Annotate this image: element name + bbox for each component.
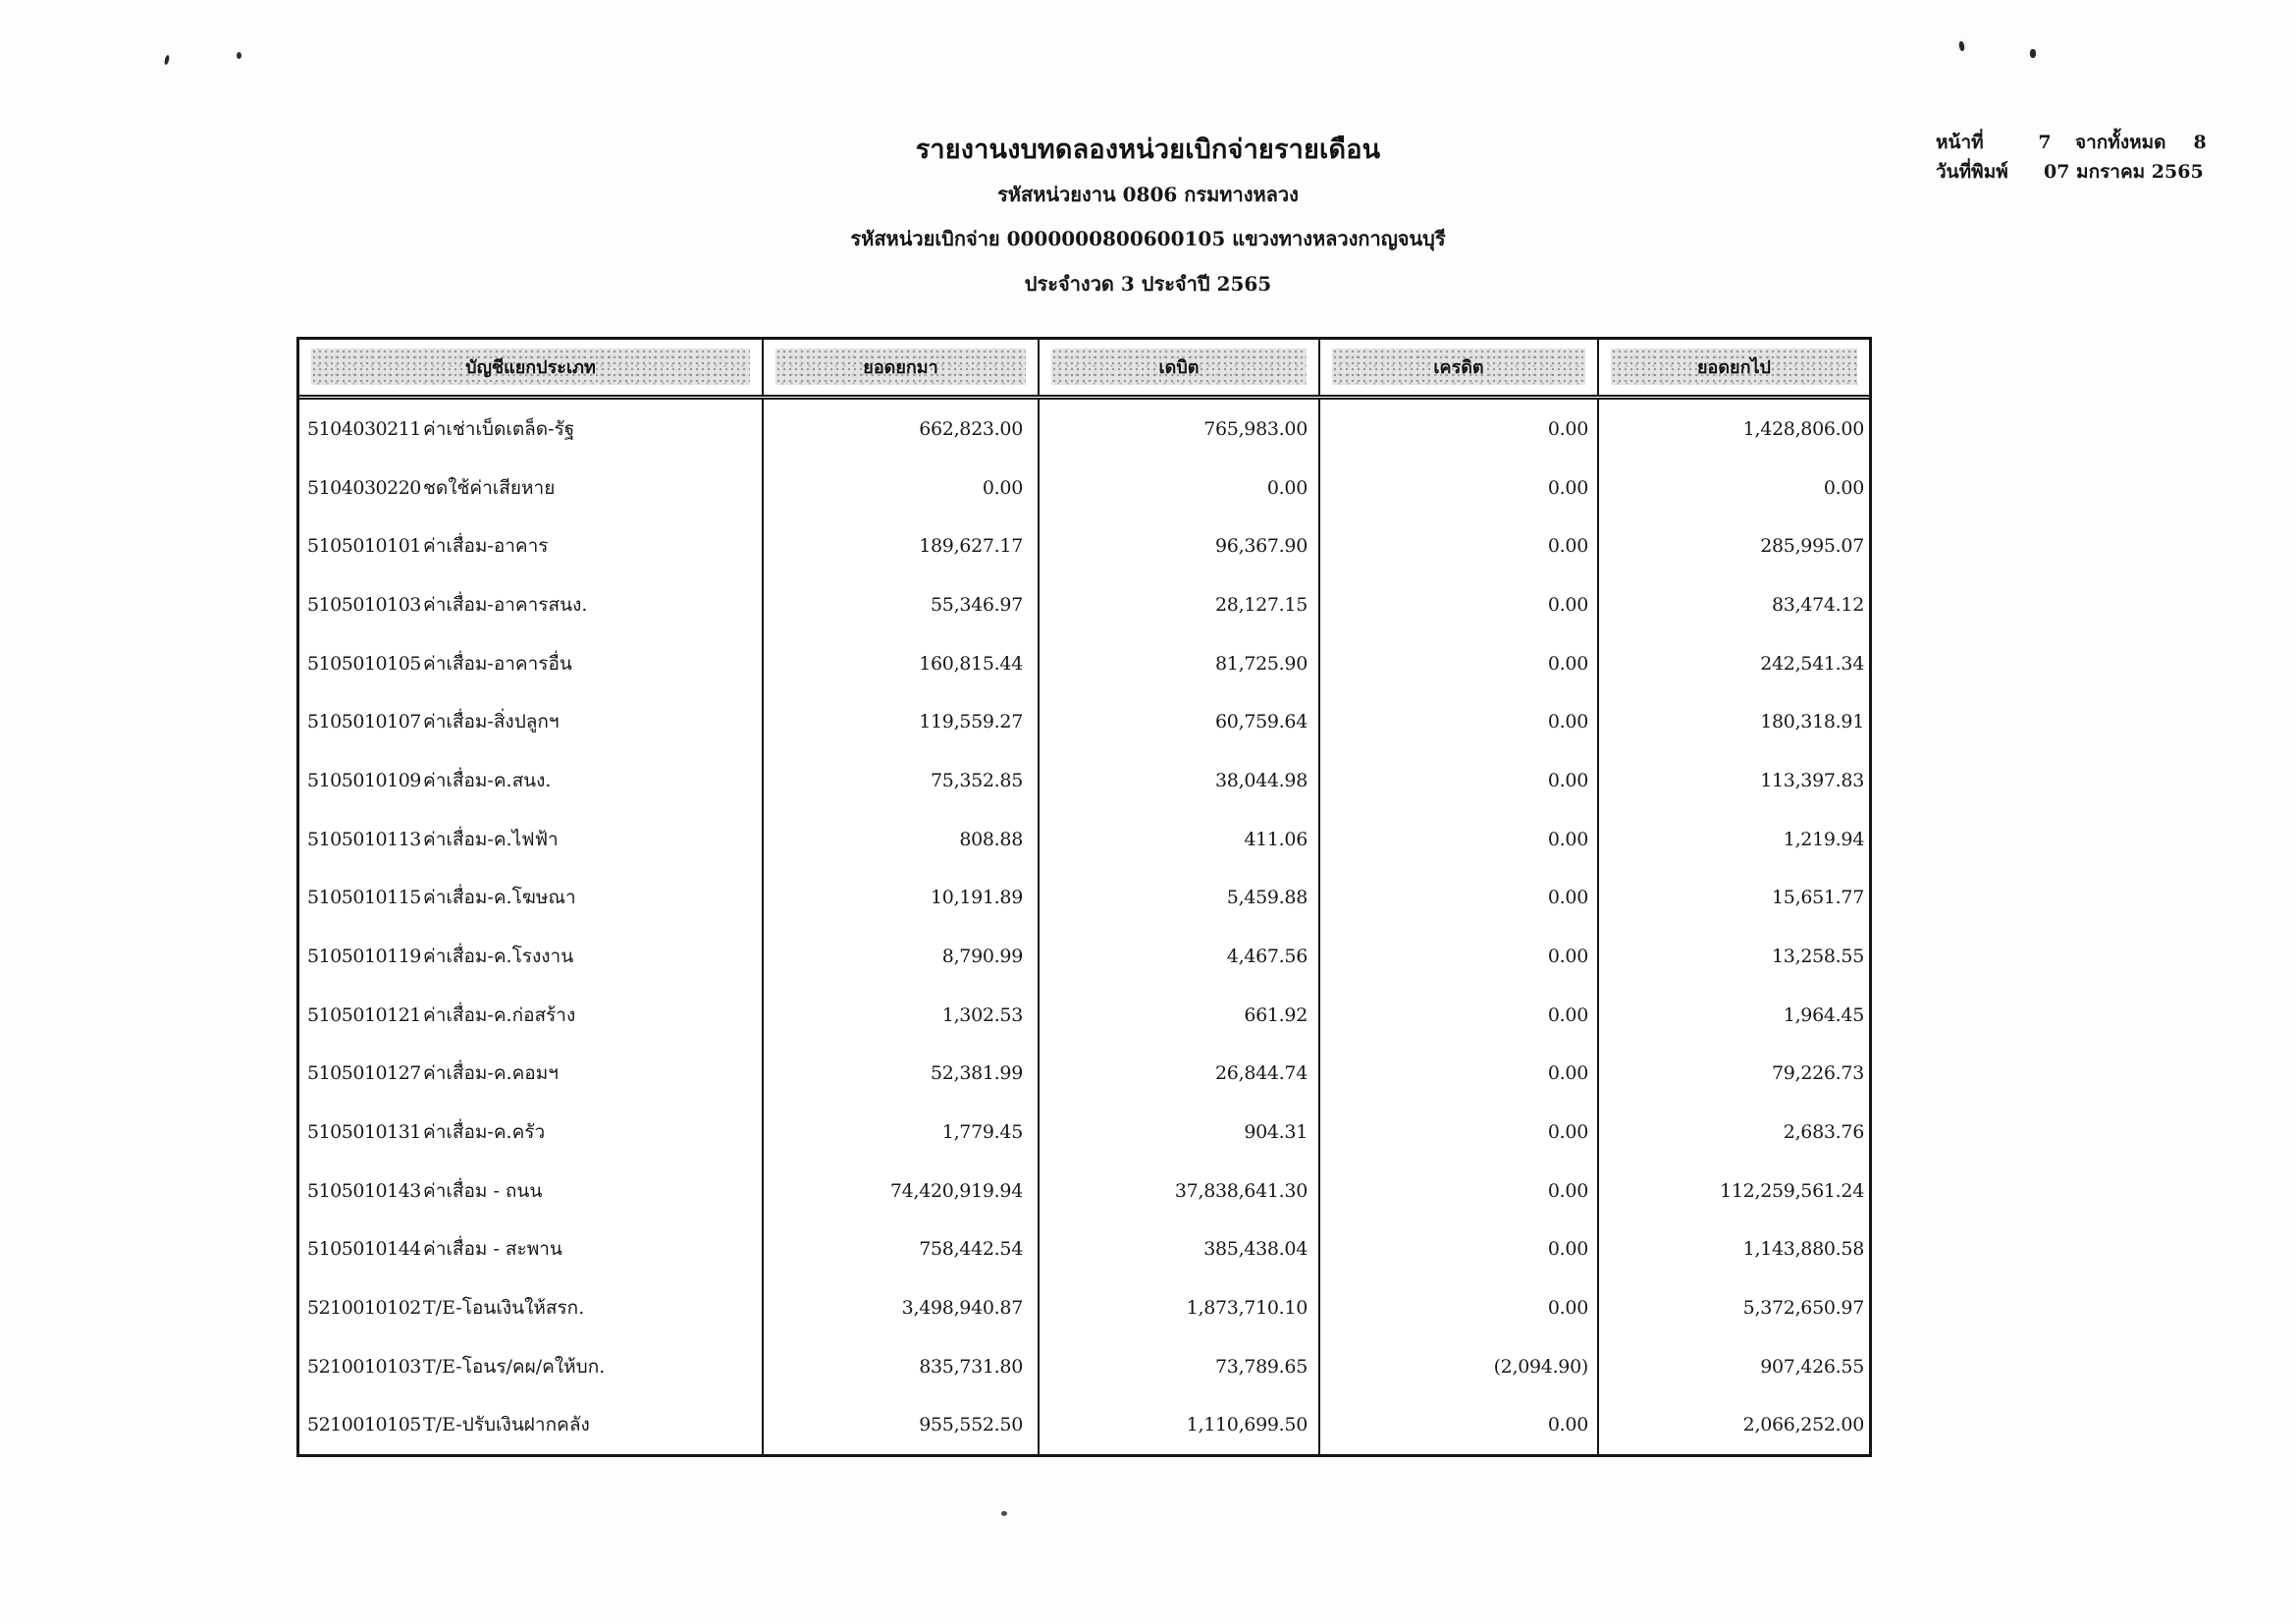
amount-debit: 0.00 <box>1038 459 1318 517</box>
amount-debit: 411.06 <box>1038 810 1318 869</box>
account-name: ค่าเสื่อม - ถนน <box>423 1179 543 1202</box>
amount-brought-forward: 955,552.50 <box>762 1395 1038 1454</box>
amount-debit: 37,838,641.30 <box>1038 1162 1318 1220</box>
page-number-row <box>1936 128 2230 157</box>
account-name: ค่าเสื่อม-อาคารสนง. <box>423 593 588 616</box>
amount-brought-forward: 1,779.45 <box>762 1103 1038 1162</box>
amount-debit: 765,983.00 <box>1038 400 1318 459</box>
account-name: ค่าเสื่อม-ค.โรงงาน <box>423 945 574 967</box>
page-info <box>1936 128 2230 187</box>
account-code: 5105010115 <box>307 887 421 909</box>
of-total-label: จากทั้งหมด <box>2075 132 2166 153</box>
amount-brought-forward: 75,352.85 <box>762 751 1038 810</box>
amount-credit: 0.00 <box>1318 516 1597 575</box>
header-cell-account <box>299 340 762 395</box>
amount-carried-forward: 1,964.45 <box>1597 986 1869 1045</box>
header-shading <box>1611 349 1857 385</box>
amount-carried-forward: 2,683.76 <box>1597 1103 1869 1162</box>
account-code: 5105010101 <box>307 535 421 558</box>
amount-carried-forward: 285,995.07 <box>1597 516 1869 575</box>
account-name: T/E-โอนเงินให้สรก. <box>423 1296 585 1319</box>
amount-debit: 60,759.64 <box>1038 692 1318 751</box>
amount-carried-forward: 180,318.91 <box>1597 692 1869 751</box>
account-cell <box>299 459 762 517</box>
amount-carried-forward: 0.00 <box>1597 459 1869 517</box>
amount-carried-forward: 1,219.94 <box>1597 810 1869 869</box>
amount-debit: 28,127.15 <box>1038 575 1318 634</box>
table-row <box>299 1162 1869 1220</box>
account-cell <box>299 634 762 693</box>
table-row <box>299 1278 1869 1337</box>
column-header-carried-forward: ยอดยกไป <box>1697 357 1771 378</box>
amount-credit: 0.00 <box>1318 1044 1597 1103</box>
account-cell <box>299 516 762 575</box>
scan-artifact <box>2030 49 2036 58</box>
account-code: 5105010119 <box>307 945 421 967</box>
amount-credit: 0.00 <box>1318 986 1597 1045</box>
header-cell-debit <box>1038 340 1318 395</box>
amount-carried-forward: 112,259,561.24 <box>1597 1162 1869 1220</box>
account-code: 5104030220 <box>307 476 421 499</box>
table-row <box>299 692 1869 751</box>
amount-debit: 4,467.56 <box>1038 927 1318 986</box>
table-row <box>299 868 1869 927</box>
account-code: 5105010131 <box>307 1120 421 1143</box>
amount-carried-forward: 1,428,806.00 <box>1597 400 1869 459</box>
report-title: รายงานงบทดลองหน่วยเบิกจ่ายรายเดือน <box>915 135 1381 165</box>
page-label: หน้าที่ <box>1936 132 1984 153</box>
table-row <box>299 575 1869 634</box>
amount-brought-forward: 1,302.53 <box>762 986 1038 1045</box>
amount-credit: 0.00 <box>1318 1162 1597 1220</box>
account-code: 5105010121 <box>307 1003 421 1026</box>
account-name: ค่าเสื่อม - สะพาน <box>423 1238 562 1261</box>
header-shading <box>1051 349 1307 385</box>
account-cell <box>299 1395 762 1454</box>
account-cell <box>299 1278 762 1337</box>
scan-artifact <box>1001 1511 1007 1516</box>
amount-debit: 5,459.88 <box>1038 868 1318 927</box>
page-number: 7 <box>2038 132 2052 153</box>
amount-debit: 38,044.98 <box>1038 751 1318 810</box>
print-date-label: วันที่พิมพ์ <box>1936 161 2008 183</box>
account-code: 5210010105 <box>307 1414 421 1436</box>
account-code: 5105010144 <box>307 1238 421 1261</box>
amount-carried-forward: 113,397.83 <box>1597 751 1869 810</box>
amount-debit: 96,367.90 <box>1038 516 1318 575</box>
account-cell <box>299 1219 762 1278</box>
account-cell <box>299 1162 762 1220</box>
amount-carried-forward: 79,226.73 <box>1597 1044 1869 1103</box>
amount-debit: 661.92 <box>1038 986 1318 1045</box>
account-code: 5104030211 <box>307 417 421 440</box>
amount-debit: 73,789.65 <box>1038 1337 1318 1396</box>
table-row <box>299 810 1869 869</box>
print-date-row <box>1936 157 2230 187</box>
column-header-brought-forward: ยอดยกมา <box>863 357 938 378</box>
amount-credit: 0.00 <box>1318 1278 1597 1337</box>
scan-artifact <box>164 55 170 66</box>
account-cell <box>299 986 762 1045</box>
period-line: ประจำงวด 3 ประจำปี 2565 <box>1024 272 1272 296</box>
account-name: T/E-ปรับเงินฝากคลัง <box>423 1414 590 1436</box>
account-name: ค่าเสื่อม-ค.ก่อสร้าง <box>423 1003 576 1026</box>
amount-brought-forward: 808.88 <box>762 810 1038 869</box>
amount-credit: 0.00 <box>1318 1103 1597 1162</box>
amount-credit: 0.00 <box>1318 400 1597 459</box>
account-name: T/E-โอนร/คผ/คให้บก. <box>423 1355 606 1378</box>
account-code: 5105010107 <box>307 711 421 733</box>
account-name: ค่าเช่าเบ็ดเตล็ด-รัฐ <box>423 417 575 440</box>
amount-brought-forward: 189,627.17 <box>762 516 1038 575</box>
amount-brought-forward: 662,823.00 <box>762 400 1038 459</box>
column-header-debit: เดบิต <box>1158 357 1200 378</box>
account-name: ชดใช้ค่าเสียหาย <box>423 476 556 499</box>
table-row <box>299 400 1869 459</box>
table-header-row <box>299 340 1869 400</box>
account-cell <box>299 751 762 810</box>
amount-credit: 0.00 <box>1318 1219 1597 1278</box>
account-code: 5105010109 <box>307 769 421 791</box>
account-cell <box>299 868 762 927</box>
amount-carried-forward: 83,474.12 <box>1597 575 1869 634</box>
account-code: 5210010102 <box>307 1296 421 1319</box>
account-name: ค่าเสื่อม-อาคารอื่น <box>423 652 572 675</box>
account-name: ค่าเสื่อม-ค.ครัว <box>423 1120 546 1143</box>
amount-credit: (2,094.90) <box>1318 1337 1597 1396</box>
account-name: ค่าเสื่อม-ค.คอมฯ <box>423 1062 559 1085</box>
table-row <box>299 1395 1869 1454</box>
account-cell <box>299 575 762 634</box>
amount-carried-forward: 5,372,650.97 <box>1597 1278 1869 1337</box>
table-row <box>299 459 1869 517</box>
account-cell <box>299 1337 762 1396</box>
amount-carried-forward: 907,426.55 <box>1597 1337 1869 1396</box>
amount-brought-forward: 74,420,919.94 <box>762 1162 1038 1220</box>
header-cell-brought-forward <box>762 340 1038 395</box>
account-cell <box>299 692 762 751</box>
account-code: 5105010105 <box>307 652 421 675</box>
account-code: 5105010143 <box>307 1179 421 1202</box>
amount-debit: 904.31 <box>1038 1103 1318 1162</box>
header-cell-credit <box>1318 340 1597 395</box>
account-name: ค่าเสื่อม-อาคาร <box>423 535 549 558</box>
amount-carried-forward: 1,143,880.58 <box>1597 1219 1869 1278</box>
account-code: 5105010103 <box>307 593 421 616</box>
account-name: ค่าเสื่อม-ค.โฆษณา <box>423 887 576 909</box>
account-name: ค่าเสื่อม-ค.ไฟฟ้า <box>423 828 559 850</box>
trial-balance-table <box>296 337 1872 1457</box>
total-pages: 8 <box>2193 132 2207 153</box>
account-cell <box>299 810 762 869</box>
account-name: ค่าเสื่อม-สิ่งปลูกฯ <box>423 711 560 733</box>
print-date-value: 07 มกราคม 2565 <box>2044 161 2204 183</box>
scan-artifact <box>1958 41 1965 52</box>
account-cell <box>299 1044 762 1103</box>
account-name: ค่าเสื่อม-ค.สนง. <box>423 769 552 791</box>
disbursement-unit-line: รหัสหน่วยเบิกจ่าย 0000000800600105 แขวงทางหลวงกาญจนบุรี <box>850 227 1446 250</box>
table-row <box>299 1103 1869 1162</box>
amount-credit: 0.00 <box>1318 692 1597 751</box>
table-body <box>299 400 1869 1454</box>
column-header-credit: เครดิต <box>1433 357 1484 378</box>
table-row <box>299 1044 1869 1103</box>
column-header-account: บัญชีแยกประเภท <box>465 357 596 378</box>
account-cell <box>299 400 762 459</box>
account-cell <box>299 927 762 986</box>
amount-credit: 0.00 <box>1318 459 1597 517</box>
table-row <box>299 516 1869 575</box>
table-row <box>299 751 1869 810</box>
amount-credit: 0.00 <box>1318 751 1597 810</box>
amount-credit: 0.00 <box>1318 575 1597 634</box>
amount-credit: 0.00 <box>1318 868 1597 927</box>
agency-code-line: รหัสหน่วยงาน 0806 กรมทางหลวง <box>997 183 1299 206</box>
amount-carried-forward: 13,258.55 <box>1597 927 1869 986</box>
header-cell-carried-forward <box>1597 340 1869 395</box>
header-shading <box>311 349 750 385</box>
account-code: 5210010103 <box>307 1355 421 1378</box>
amount-brought-forward: 8,790.99 <box>762 927 1038 986</box>
table-row <box>299 634 1869 693</box>
amount-debit: 1,110,699.50 <box>1038 1395 1318 1454</box>
amount-brought-forward: 52,381.99 <box>762 1044 1038 1103</box>
account-cell <box>299 1103 762 1162</box>
account-code: 5105010113 <box>307 828 421 850</box>
amount-brought-forward: 0.00 <box>762 459 1038 517</box>
amount-brought-forward: 119,559.27 <box>762 692 1038 751</box>
amount-debit: 1,873,710.10 <box>1038 1278 1318 1337</box>
amount-debit: 26,844.74 <box>1038 1044 1318 1103</box>
table-row <box>299 927 1869 986</box>
amount-brought-forward: 758,442.54 <box>762 1219 1038 1278</box>
amount-debit: 81,725.90 <box>1038 634 1318 693</box>
table-row <box>299 1219 1869 1278</box>
amount-carried-forward: 2,066,252.00 <box>1597 1395 1869 1454</box>
amount-brought-forward: 55,346.97 <box>762 575 1038 634</box>
amount-credit: 0.00 <box>1318 1395 1597 1454</box>
table-row <box>299 1337 1869 1396</box>
amount-brought-forward: 10,191.89 <box>762 868 1038 927</box>
amount-carried-forward: 15,651.77 <box>1597 868 1869 927</box>
table-row <box>299 986 1869 1045</box>
amount-credit: 0.00 <box>1318 634 1597 693</box>
header-shading <box>1332 349 1585 385</box>
header-shading <box>775 349 1026 385</box>
amount-credit: 0.00 <box>1318 810 1597 869</box>
amount-brought-forward: 160,815.44 <box>762 634 1038 693</box>
amount-brought-forward: 835,731.80 <box>762 1337 1038 1396</box>
amount-carried-forward: 242,541.34 <box>1597 634 1869 693</box>
account-code: 5105010127 <box>307 1062 421 1085</box>
amount-debit: 385,438.04 <box>1038 1219 1318 1278</box>
scan-artifact <box>237 52 241 59</box>
amount-brought-forward: 3,498,940.87 <box>762 1278 1038 1337</box>
amount-credit: 0.00 <box>1318 927 1597 986</box>
